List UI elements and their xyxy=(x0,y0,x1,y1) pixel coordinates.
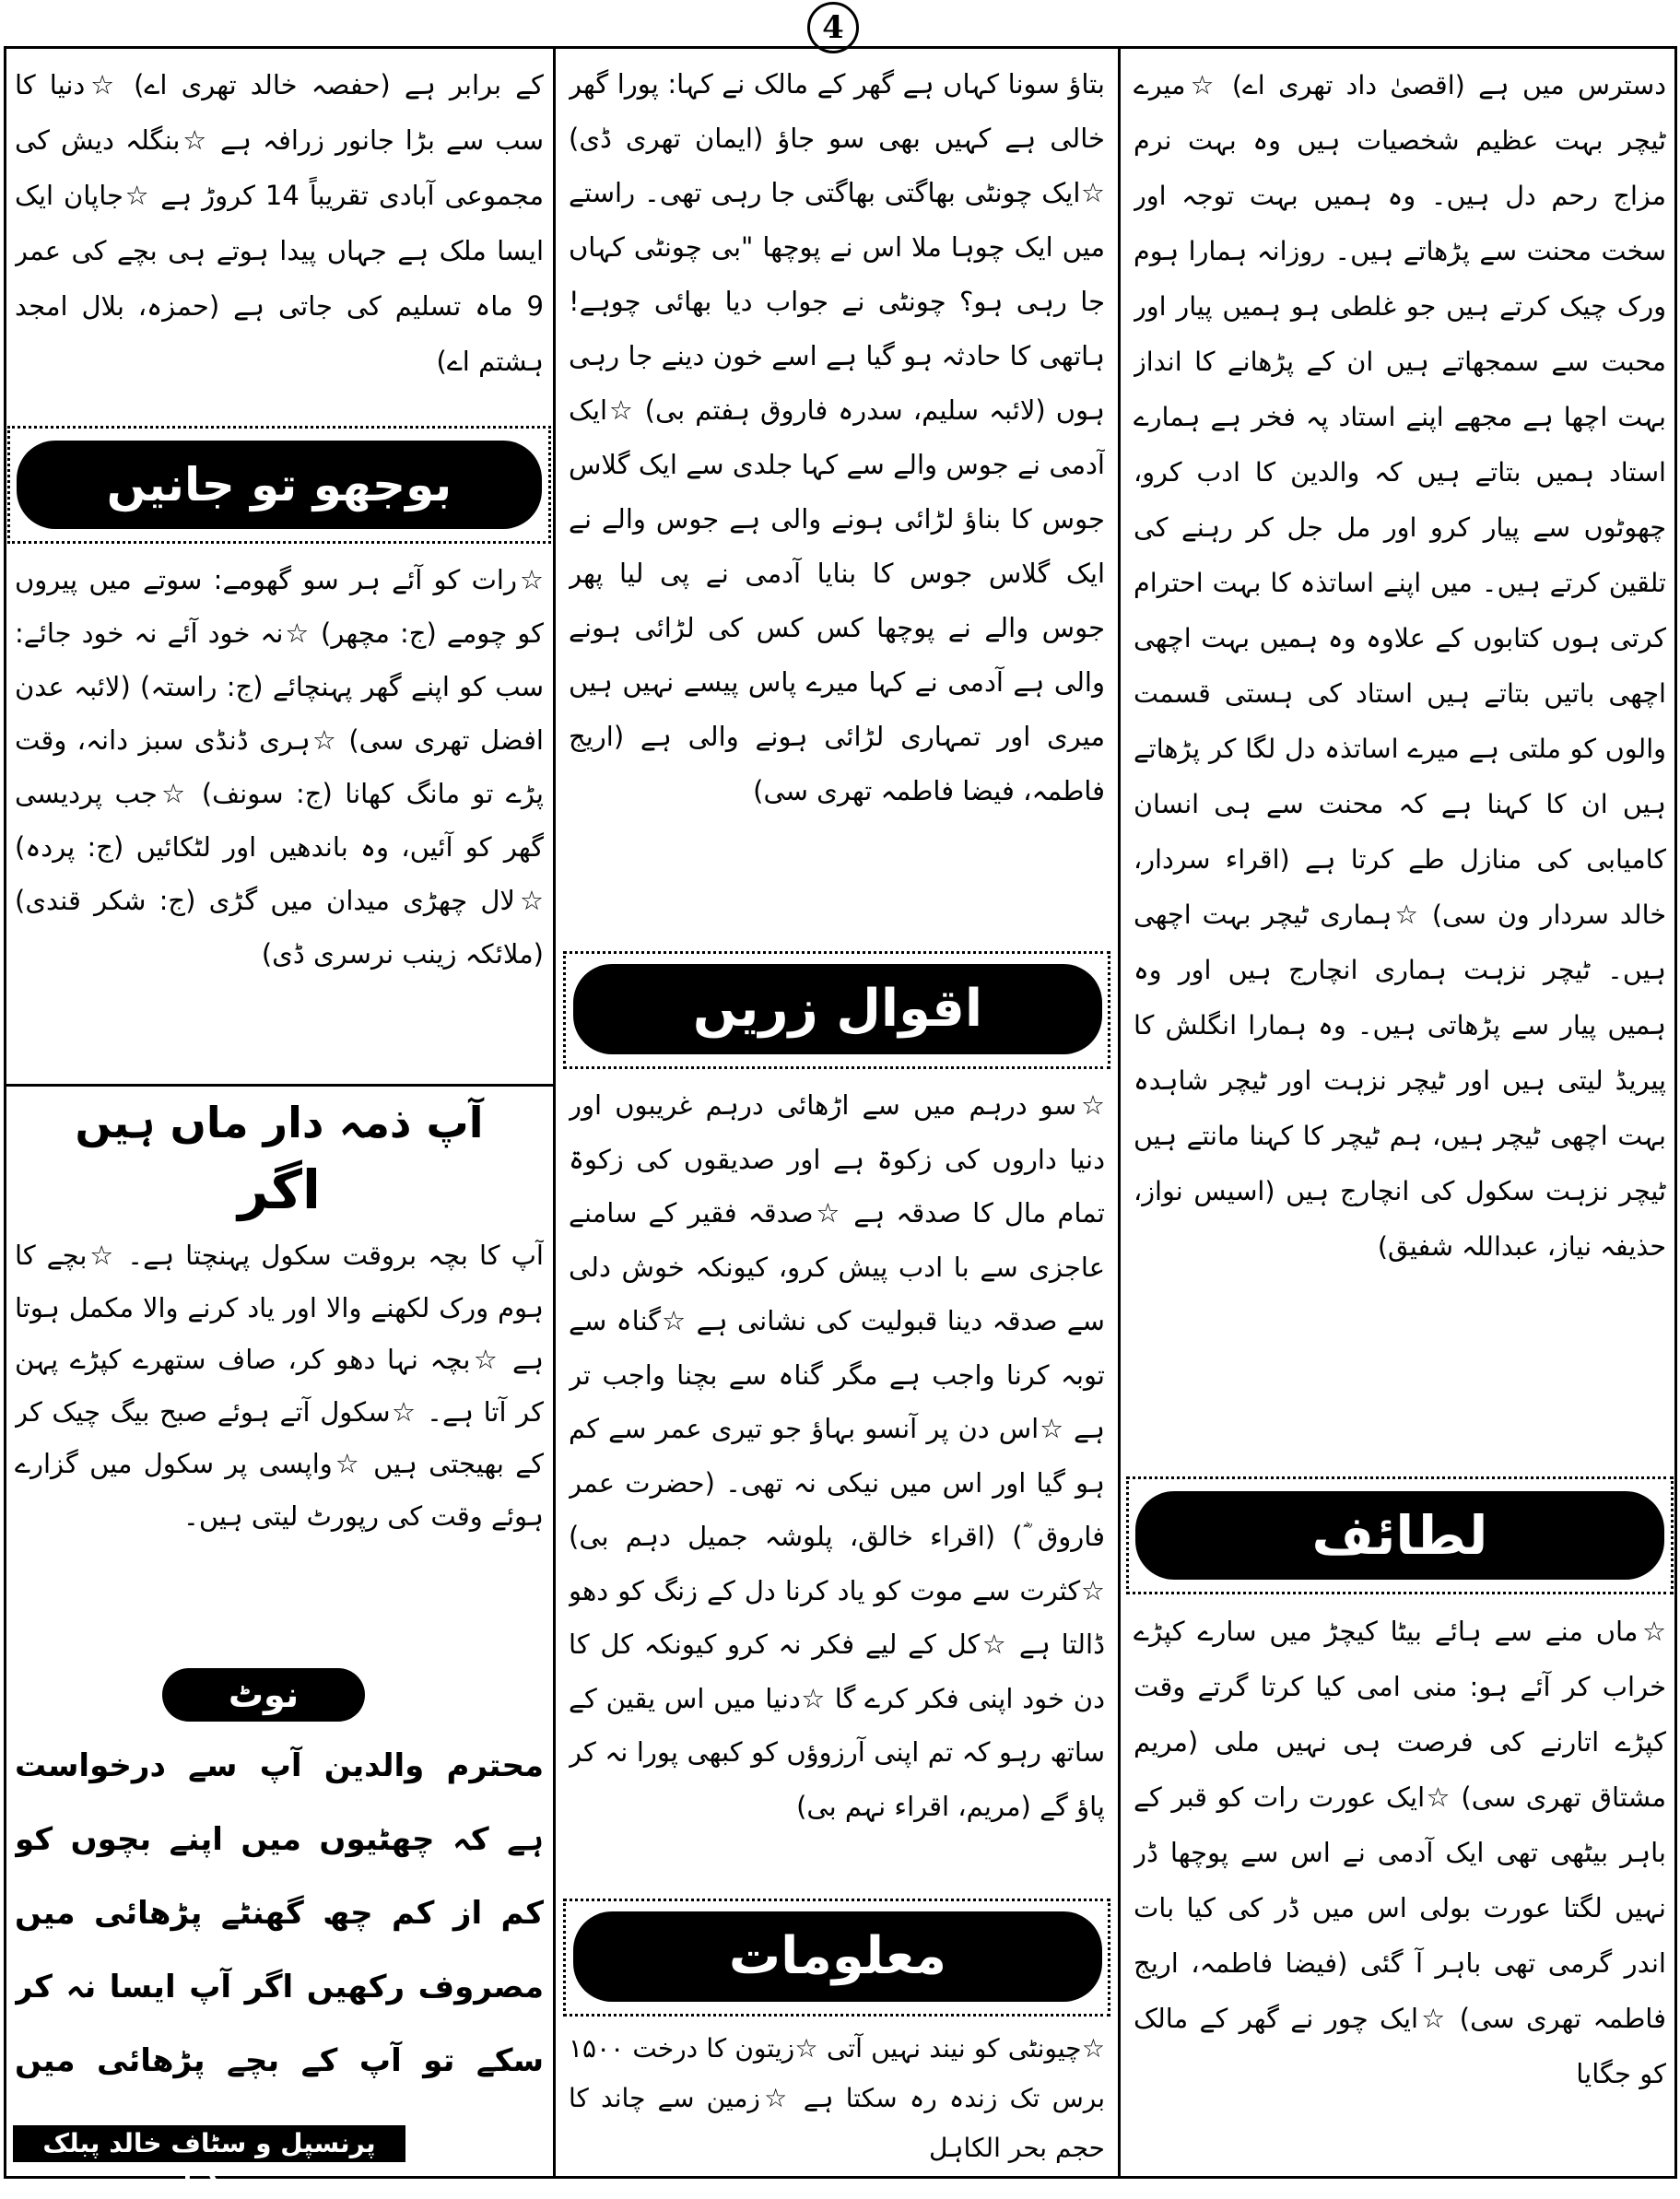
note-text-block xyxy=(15,1729,544,2116)
column-divider-right xyxy=(1118,46,1121,2179)
teachers-article xyxy=(1134,57,1666,1458)
aqwal-text-block xyxy=(569,1078,1105,1889)
notice-title-if: اگر xyxy=(238,1158,321,1221)
maloomat-text: ☆چیونٹی کو نیند نہیں آتی ☆زیتون کا درخت ۱۵۰۰ برس تک زندہ رہ سکتا ہے ☆زمین سے چاند کا حجم بحر الکاہل xyxy=(569,2033,1105,2163)
middle-jokes-block xyxy=(569,57,1105,942)
latayef-text: ☆ماں منے سے ہائے بیٹا کیچڑ میں سارے کپڑے خراب کر آئے ہو: منی امی کیا کرتا گرتے وقت کپڑے اتارنے کی فرصت ہی نہیں ملی (مریم مشتاق تھری سی) ☆ایک عورت رات کو قبر کے باہر بیٹھی تھی ایک آدمی نے اس سے پوچھا ڈر نہیں لگتا عورت بولی اس میں ڈر کی کیا بات اندر گرمی تھی باہر آ گئی (فیضا فاطمہ، اریج فاطمہ تھری سی) ☆ایک چور نے گھر کے مالک کو جگایا xyxy=(1134,1616,1666,2089)
page-number: 4 xyxy=(807,2,859,53)
latayef-heading: لطائف xyxy=(1135,1491,1664,1580)
riddles-text: ☆رات کو آئے ہر سو گھومے: سوتے میں پیروں کو چومے (ج: مچھر) ☆نہ خود آئے نہ خود جائے: سب کو اپنے گھر پہنچائے (ج: راستہ) (لائبہ عدن افضل تھری سی) ☆ہری ڈنڈی سبز دانہ، وقت پڑے تو مانگ کھانا (ج: سونف) ☆جب پردیسی گھر کو آئیں، وہ باندھیں اور لٹکائیں (ج: پردہ) ☆لال چھڑی میدان میں گڑی (ج: شکر قندی) (ملائکہ زینب نرسری ڈی) xyxy=(15,564,544,970)
column-divider-left xyxy=(553,46,556,2179)
maloomat-heading: معلومات xyxy=(573,1911,1102,2002)
notice-title: آپ ذمہ دار ماں ہیں xyxy=(75,1098,484,1147)
note-text: محترم والدین آپ سے درخواست ہے کہ چھٹیوں میں اپنے بچوں کو کم از کم چھ گھنٹے پڑھائی میں مصروف رکھیں اگر آپ ایسا نہ کر سکے تو آپ کے بچے پڑھائی میں xyxy=(15,1747,544,2079)
boojho-heading: بوجھو تو جانیں xyxy=(17,441,542,529)
aqwal-heading: اقوال زریں xyxy=(573,964,1102,1054)
left-section-divider xyxy=(4,1084,555,1087)
riddles-block xyxy=(15,553,544,1078)
middle-jokes-text: بتاؤ سونا کہاں ہے گھر کے مالک نے کہا: پورا گھر خالی ہے کہیں بھی سو جاؤ (ایمان تھری ڈی) ☆ایک چونٹی بھاگتی بھاگتی جا رہی تھی۔ راستے میں ایک چوہا ملا اس نے پوچھا "بی چونٹی کہاں جا رہی ہو؟ چونٹی نے جواب دیا بھائی چوہے! ہاتھی کا حادثہ ہو گیا ہے اسے خون دینے جا رہی ہوں (لائبہ سلیم، سدرہ فاروق ہفتم بی) ☆ایک آدمی نے جوس والے سے کہا جلدی سے ایک گلاس جوس کا بناؤ لڑائی ہونے والی ہے جوس والے نے ایک گلاس جوس کا بنایا آدمی نے پی لیا پھر جوس والے نے پوچھا کس کس کی لڑائی ہونے والی ہے آدمی نے کہا میرے پاس پیسے نہیں ہیں میری اور تمہاری لڑائی ہونے والی ہے (اریج فاطمہ، فیضا فاطمہ تھری سی) xyxy=(569,68,1105,806)
left-facts-block xyxy=(15,57,544,417)
school-signature: پرنسپل و سٹاف خالد پبلک سکول xyxy=(13,2125,405,2162)
aqwal-text: ☆سو درہم میں سے اڑھائی درہم غریبوں اور دنیا داروں کی زکوۃ ہے اور صدیقوں کی زکوۃ تمام مال کا صدقہ ہے ☆صدقہ فقیر کے سامنے عاجزی سے با ادب پیش کرو، کیونکہ خوش دلی سے صدقہ دینا قبولیت کی نشانی ہے ☆گناہ سے توبہ کرنا واجب ہے مگر گناہ سے بچنا واجب تر ہے ☆اس دن پر آنسو بہاؤ جو تیری عمر سے کم ہو گیا اور اس میں نیکی نہ تھی۔ (حضرت عمر فاروق ؓ) (اقراء خالق، پلوشہ جمیل دہم بی) ☆کثرت سے موت کو یاد کرنا دل کے زنگ کو دھو ڈالتا ہے ☆کل کے لیے فکر نہ کرو کیونکہ کل کا دن خود اپنی فکر کرے گا ☆دنیا میں اس یقین کے ساتھ رہو کہ تم اپنی آرزوؤں کو کبھی پورا نہ کر پاؤ گے (مریم، اقراء نہم بی) xyxy=(569,1089,1105,1822)
left-facts-text: کے برابر ہے (حفصہ خالد تھری اے) ☆دنیا کا سب سے بڑا جانور زرافہ ہے ☆بنگلہ دیش کی مجموعی آبادی تقریباً 14 کروڑ ہے ☆جاپان ایک ایسا ملک ہے جہاں پیدا ہوتے ہی بچے کی عمر 9 ماہ تسلیم کی جاتی ہے (حمزہ، بلال امجد ہشتم اے) xyxy=(15,69,544,377)
latayef-text-block xyxy=(1134,1604,1666,2175)
maloomat-text-block xyxy=(569,2024,1105,2176)
notice-text-block xyxy=(15,1229,544,1653)
notice-text: آپ کا بچہ بروقت سکول پہنچتا ہے۔ ☆بچے کا ہوم ورک لکھنے والا اور یاد کرنے والا مکمل ہوتا ہے ☆بچہ نہا دھو کر، صاف ستھرے کپڑے پہن کر آتا ہے۔ ☆سکول آتے ہوئے صبح بیگ چیک کر کے بھیجتی ہیں ☆واپسی پر سکول میں گزارے ہوئے وقت کی رپورٹ لیتی ہیں۔ xyxy=(15,1240,544,1532)
teachers-article-text: دسترس میں ہے (اقصیٰ داد تھری اے) ☆میرے ٹیچر بہت عظیم شخصیات ہیں وہ بہت نرم مزاج رحم دل ہیں۔ وہ ہمیں بہت توجہ اور سخت محنت سے پڑھاتے ہیں۔ روزانہ ہمارا ہوم ورک چیک کرتے ہیں جو غلطی ہو ہمیں پیار اور محبت سے سمجھاتے ہیں ان کے پڑھانے کا انداز بہت اچھا ہے مجھے اپنے استاد پہ فخر ہے ہمارے استاد ہمیں بتاتے ہیں کہ والدین کا ادب کرو، چھوٹوں سے پیار کرو اور مل جل کر رہنے کی تلقین کرتے ہیں۔ میں اپنے اساتذہ کا بہت احترام کرتی ہوں کتابوں کے علاوہ وہ ہمیں بہت اچھی اچھی باتیں بتاتے ہیں استاد کی ہستی قسمت والوں کو ملتی ہے میرے اساتذہ دل لگا کر پڑھاتے ہیں ان کا کہنا ہے کہ محنت سے ہی انسان کامیابی کی منازل طے کرتا ہے (اقراء سردار، خالد سردار ون سی) ☆ہماری ٹیچر بہت اچھی ہیں۔ ٹیچر نزہت ہماری انچارج ہیں اور وہ ہمیں پیار سے پڑھاتی ہیں۔ وہ ہمارا انگلش کا پیریڈ لیتی ہیں اور ٹیچر نزہت اور ٹیچر شاہدہ بہت اچھی ٹیچر ہیں، ہم ٹیچر کا کہنا مانتے ہیں ٹیچر نزہت سکول کی انچارج ہیں (اسیس نواز، حذیفہ نیاز، عبداللہ شفیق) xyxy=(1134,69,1666,1262)
note-badge: نوٹ xyxy=(162,1668,365,1722)
